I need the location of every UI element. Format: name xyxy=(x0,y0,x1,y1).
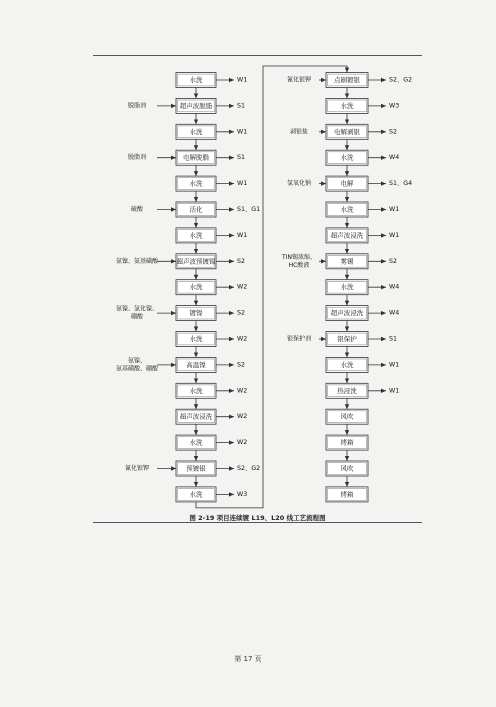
process-step-label: 水洗 xyxy=(340,360,354,369)
input-label: TIN锡浓缩、 xyxy=(282,253,316,261)
output-label: S2、G2 xyxy=(389,76,413,84)
process-step-label: 点刷镀银 xyxy=(334,76,360,84)
left-step-10 xyxy=(176,332,247,347)
output-label: S2 xyxy=(237,257,246,265)
process-step-label: 超声波浸洗 xyxy=(330,309,364,318)
process-step-label: 水洗 xyxy=(340,101,354,110)
output-label: S2 xyxy=(389,257,398,265)
output-label: S2 xyxy=(237,361,246,369)
right-step-13 xyxy=(326,409,368,424)
process-step-label: 高温镍 xyxy=(186,360,206,369)
process-step-label: 预镀银 xyxy=(186,464,206,473)
output-label: S1、G1 xyxy=(237,206,261,213)
left-step-11 xyxy=(116,356,245,372)
output-label: W3 xyxy=(237,490,248,498)
input-label: 脱脂剂 xyxy=(127,154,147,162)
process-step-label: 水洗 xyxy=(189,386,203,395)
right-step-8 xyxy=(326,280,399,295)
right-step-15 xyxy=(326,461,368,476)
input-label: 氢氧化钠 xyxy=(286,180,312,188)
output-label: S2、G2 xyxy=(237,465,261,472)
process-step-label: 银保护 xyxy=(337,335,357,343)
output-label: S2 xyxy=(389,128,398,136)
process-step-label: 水洗 xyxy=(189,76,203,84)
output-label: W2 xyxy=(237,335,248,343)
output-label: S1 xyxy=(237,154,246,162)
bottom-rule xyxy=(93,522,422,523)
output-label: W1 xyxy=(389,361,400,369)
right-step-6 xyxy=(326,228,399,243)
left-step-2 xyxy=(176,124,247,139)
process-step-label: 水洗 xyxy=(189,179,203,188)
process-step-label: 水洗 xyxy=(189,283,203,292)
output-label: W1 xyxy=(389,206,400,213)
process-step-label: 水洗 xyxy=(189,490,203,499)
output-label: W4 xyxy=(389,154,400,162)
process-step-label: 风吹 xyxy=(340,464,354,473)
right-step-5 xyxy=(326,202,399,217)
output-label: W1 xyxy=(237,76,248,84)
process-step-label: 水洗 xyxy=(189,335,203,343)
right-column xyxy=(281,73,412,502)
left-column xyxy=(116,73,260,502)
process-step-label: 活化 xyxy=(189,205,203,214)
right-step-16 xyxy=(326,487,368,502)
process-step-label: 电解 xyxy=(340,179,354,188)
left-step-13 xyxy=(176,409,247,424)
left-step-14 xyxy=(176,435,247,450)
process-step-label: 超声波脱脂 xyxy=(179,101,213,110)
right-step-11 xyxy=(326,357,399,372)
process-step-label: 水洗 xyxy=(340,205,354,214)
process-step-label: 烤箱 xyxy=(340,438,354,447)
right-step-3 xyxy=(326,150,399,165)
output-label: S1 xyxy=(237,102,246,110)
output-label: W1 xyxy=(237,128,248,136)
output-label: W1 xyxy=(389,231,400,239)
input-label: 硫酸 xyxy=(130,206,144,213)
output-label: W4 xyxy=(389,283,400,291)
process-step-label: 电解剥银 xyxy=(334,127,360,136)
input-label: 剥银盐 xyxy=(289,128,309,136)
input-label: 脱脂剂 xyxy=(127,102,147,110)
process-step-label: 电解脱脂 xyxy=(183,153,209,162)
right-step-0 xyxy=(287,73,412,88)
input-label: 氨镍、 xyxy=(127,357,147,365)
process-step-label: 雾锡 xyxy=(340,257,354,266)
process-step-label: 水洗 xyxy=(189,231,203,240)
left-step-3 xyxy=(128,150,245,165)
input-label: 氨镍、氯化镍、 xyxy=(115,305,159,313)
right-step-7 xyxy=(281,253,397,269)
process-step-label: 烤箱 xyxy=(340,490,354,499)
right-step-10 xyxy=(287,332,397,347)
output-label: W1 xyxy=(389,387,400,395)
output-label: W2 xyxy=(237,283,248,291)
process-step-label: 水洗 xyxy=(340,283,354,292)
left-step-9 xyxy=(116,305,245,321)
process-step-label: 超声波预镀镍 xyxy=(176,257,216,266)
left-step-4 xyxy=(176,176,247,191)
input-label: 硼酸 xyxy=(130,313,144,321)
input-label: HC酸液 xyxy=(288,261,310,269)
input-label: 氨镍、氨基磺酸 xyxy=(115,257,159,265)
left-step-8 xyxy=(176,280,247,295)
right-step-9 xyxy=(326,306,399,321)
left-step-12 xyxy=(176,383,247,398)
process-step-label: 镀镍 xyxy=(189,309,203,318)
left-step-0 xyxy=(176,73,247,88)
left-step-6 xyxy=(176,228,247,243)
output-label: S1 xyxy=(389,335,398,343)
input-label: 银保护剂 xyxy=(286,335,312,343)
output-label: W2 xyxy=(237,413,248,421)
input-label: 氨基磺酸、硼酸 xyxy=(115,365,159,373)
right-step-2 xyxy=(290,124,397,139)
output-label: S1、G4 xyxy=(389,180,413,188)
process-step-label: 热浸洗 xyxy=(337,386,357,395)
output-label: S2 xyxy=(237,309,246,317)
right-step-4 xyxy=(287,176,412,191)
right-step-14 xyxy=(326,435,368,450)
input-label: 氰化银钾 xyxy=(124,465,150,472)
page-number: 第 17 页 xyxy=(234,655,262,663)
output-label: W2 xyxy=(237,387,248,395)
left-step-7 xyxy=(116,254,245,269)
output-label: W2 xyxy=(237,439,248,447)
left-step-5 xyxy=(131,202,260,217)
left-step-15 xyxy=(125,461,260,476)
output-label: W1 xyxy=(237,231,248,239)
output-label: W3 xyxy=(389,102,400,110)
process-step-label: 超声波浸洗 xyxy=(330,231,364,240)
right-step-12 xyxy=(326,383,399,398)
input-label: 氰化银钾 xyxy=(286,76,312,84)
left-step-16 xyxy=(176,487,247,502)
process-step-label: 超声波浸洗 xyxy=(179,412,213,421)
output-label: W1 xyxy=(237,180,248,188)
output-label: W4 xyxy=(389,309,400,317)
process-step-label: 水洗 xyxy=(340,153,354,162)
figure-caption: 图 2-19 项目连续镀 L19、L20 线工艺流程图 xyxy=(189,514,326,522)
left-step-1 xyxy=(128,98,245,113)
process-step-label: 水洗 xyxy=(189,127,203,136)
right-step-1 xyxy=(326,98,399,113)
process-step-label: 水洗 xyxy=(189,438,203,447)
process-step-label: 风吹 xyxy=(340,412,354,421)
